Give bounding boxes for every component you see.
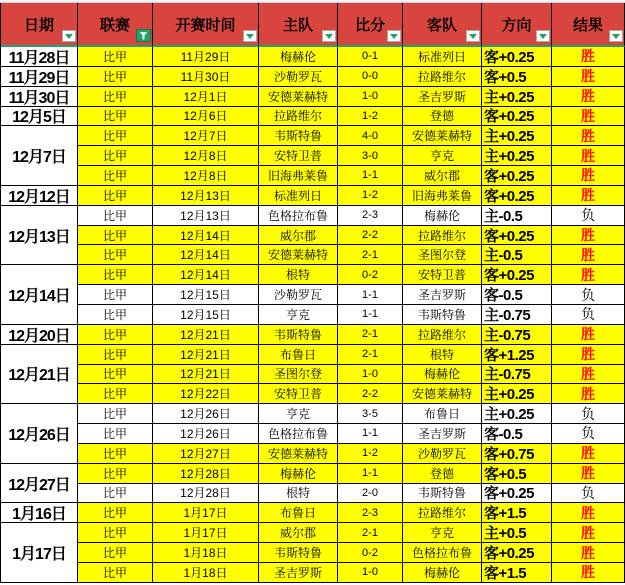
home-cell[interactable]: 圣图尔登: [259, 365, 338, 385]
time-cell[interactable]: 12月13日: [153, 206, 259, 226]
time-cell[interactable]: 11月30日: [153, 67, 259, 87]
league-cell[interactable]: 比甲: [78, 365, 153, 385]
result-cell[interactable]: 胜: [552, 245, 625, 265]
league-cell[interactable]: 比甲: [78, 563, 153, 583]
league-cell[interactable]: 比甲: [78, 523, 153, 543]
away-cell[interactable]: 韦斯特鲁: [403, 305, 482, 325]
date-cell[interactable]: 11月29日: [1, 67, 78, 87]
away-filter-dropdown-icon[interactable]: [466, 30, 480, 42]
home-filter-dropdown-icon[interactable]: [322, 30, 336, 42]
league-cell[interactable]: 比甲: [78, 484, 153, 504]
home-cell[interactable]: 布鲁日: [259, 345, 338, 365]
direction-cell[interactable]: 客-0.5: [482, 424, 552, 444]
home-cell[interactable]: 根特: [259, 484, 338, 504]
away-cell[interactable]: 安德莱赫特: [403, 126, 482, 146]
header-score-label: 比分: [354, 16, 385, 34]
score-cell[interactable]: 1-1: [338, 285, 403, 305]
league-cell[interactable]: 比甲: [78, 424, 153, 444]
home-cell[interactable]: 韦斯特鲁: [259, 325, 338, 345]
direction-cell[interactable]: 客+0.5: [482, 67, 552, 87]
time-cell[interactable]: 12月14日: [153, 245, 259, 265]
league-cell[interactable]: 比甲: [78, 444, 153, 464]
date-cell[interactable]: 12月26日: [1, 404, 78, 464]
away-cell[interactable]: 梅赫伦: [403, 206, 482, 226]
league-cell[interactable]: 比甲: [78, 285, 153, 305]
time-cell[interactable]: 12月22日: [153, 384, 259, 404]
score-cell[interactable]: 2-1: [338, 325, 403, 345]
score-cell[interactable]: 2-2: [338, 384, 403, 404]
result-cell[interactable]: 胜: [552, 126, 625, 146]
result-cell[interactable]: 胜: [552, 265, 625, 285]
score-cell[interactable]: 2-1: [338, 523, 403, 543]
result-cell[interactable]: 胜: [552, 87, 625, 107]
score-cell[interactable]: 0-2: [338, 543, 403, 563]
home-cell[interactable]: 安德莱赫特: [259, 245, 338, 265]
score-cell[interactable]: 1-0: [338, 365, 403, 385]
time-cell[interactable]: 12月15日: [153, 305, 259, 325]
home-cell[interactable]: 圣吉罗斯: [259, 563, 338, 583]
league-cell[interactable]: 比甲: [78, 126, 153, 146]
league-cell[interactable]: 比甲: [78, 107, 153, 127]
away-cell[interactable]: 圣吉罗斯: [403, 424, 482, 444]
away-cell[interactable]: 登德: [403, 107, 482, 127]
away-cell[interactable]: 安特卫普: [403, 265, 482, 285]
away-cell[interactable]: 根特: [403, 345, 482, 365]
result-cell[interactable]: 胜: [552, 107, 625, 127]
away-cell[interactable]: 拉路维尔: [403, 67, 482, 87]
league-cell[interactable]: 比甲: [78, 206, 153, 226]
header-direction[interactable]: [482, 3, 552, 47]
direction-cell[interactable]: 客+0.25: [482, 47, 552, 67]
result-cell[interactable]: 胜: [552, 503, 625, 523]
chevron-down-icon: [390, 34, 398, 39]
home-cell[interactable]: 亨克: [259, 305, 338, 325]
direction-cell[interactable]: 客+0.25: [482, 484, 552, 504]
time-cell[interactable]: 12月28日: [153, 484, 259, 504]
score-cell[interactable]: 1-1: [338, 424, 403, 444]
league-cell[interactable]: 比甲: [78, 226, 153, 246]
away-cell[interactable]: 拉路维尔: [403, 503, 482, 523]
home-cell[interactable]: 标准列日: [259, 186, 338, 206]
time-cell[interactable]: 1月17日: [153, 523, 259, 543]
chevron-down-icon: [65, 34, 73, 39]
result-cell[interactable]: 胜: [552, 365, 625, 385]
direction-cell[interactable]: 主+0.25: [482, 126, 552, 146]
direction-cell[interactable]: 主+0.5: [482, 523, 552, 543]
result-cell[interactable]: 负: [552, 424, 625, 444]
score-cell[interactable]: 1-1: [338, 464, 403, 484]
direction-cell[interactable]: 客+0.25: [482, 226, 552, 246]
score-cell[interactable]: 1-2: [338, 186, 403, 206]
result-cell[interactable]: 负: [552, 305, 625, 325]
home-cell[interactable]: 梅赫伦: [259, 464, 338, 484]
away-cell[interactable]: 圣图尔登: [403, 245, 482, 265]
result-cell[interactable]: 负: [552, 484, 625, 504]
time-cell[interactable]: 1月18日: [153, 543, 259, 563]
direction-cell[interactable]: 客+0.5: [482, 464, 552, 484]
home-cell[interactable]: 安德莱赫特: [259, 444, 338, 464]
date-cell[interactable]: 12月27日: [1, 464, 78, 504]
score-cell[interactable]: 1-2: [338, 107, 403, 127]
league-cell[interactable]: 比甲: [78, 47, 153, 67]
score-cell[interactable]: 3-5: [338, 404, 403, 424]
time-cell[interactable]: 12月21日: [153, 345, 259, 365]
score-cell[interactable]: 2-3: [338, 206, 403, 226]
date-cell[interactable]: 12月14日: [1, 265, 78, 325]
result-cell[interactable]: 胜: [552, 563, 625, 583]
date-cell[interactable]: 12月12日: [1, 186, 78, 206]
score-cell[interactable]: 2-2: [338, 226, 403, 246]
direction-cell[interactable]: 客+0.25: [482, 186, 552, 206]
chevron-down-icon: [469, 34, 477, 39]
home-cell[interactable]: 威尔郡: [259, 523, 338, 543]
time-cell[interactable]: 12月13日: [153, 186, 259, 206]
home-cell[interactable]: 色格拉布鲁: [259, 206, 338, 226]
away-cell[interactable]: 圣吉罗斯: [403, 87, 482, 107]
time-cell[interactable]: 12月26日: [153, 424, 259, 444]
league-cell[interactable]: 比甲: [78, 166, 153, 186]
time-cell[interactable]: 12月21日: [153, 325, 259, 345]
home-cell[interactable]: 安德莱赫特: [259, 87, 338, 107]
date-cell[interactable]: 12月13日: [1, 206, 78, 266]
home-cell[interactable]: 色格拉布鲁: [259, 424, 338, 444]
league-cell[interactable]: 比甲: [78, 245, 153, 265]
result-cell[interactable]: 胜: [552, 345, 625, 365]
direction-cell[interactable]: 主-0.5: [482, 245, 552, 265]
header-away-team[interactable]: [403, 3, 482, 47]
match-results-table: [0, 3, 625, 583]
home-cell[interactable]: 韦斯特鲁: [259, 126, 338, 146]
score-cell[interactable]: 3-0: [338, 146, 403, 166]
away-cell[interactable]: 布鲁日: [403, 404, 482, 424]
direction-cell[interactable]: 客+0.25: [482, 265, 552, 285]
result-cell[interactable]: 胜: [552, 67, 625, 87]
away-cell[interactable]: 亨克: [403, 146, 482, 166]
league-cell[interactable]: 比甲: [78, 384, 153, 404]
league-cell[interactable]: 比甲: [78, 543, 153, 563]
date-cell[interactable]: 12月5日: [1, 107, 78, 127]
date-cell[interactable]: 11月30日: [1, 87, 78, 107]
direction-cell[interactable]: 客+1.25: [482, 345, 552, 365]
chevron-down-icon: [325, 34, 333, 39]
result-cell[interactable]: 胜: [552, 47, 625, 67]
result-cell[interactable]: 胜: [552, 186, 625, 206]
league-cell[interactable]: 比甲: [78, 186, 153, 206]
score-cell[interactable]: 2-3: [338, 503, 403, 523]
home-cell[interactable]: 亨克: [259, 404, 338, 424]
away-cell[interactable]: 梅赫伦: [403, 563, 482, 583]
home-cell[interactable]: 威尔郡: [259, 226, 338, 246]
direction-cell[interactable]: 客-0.5: [482, 285, 552, 305]
home-cell[interactable]: 沙勒罗瓦: [259, 67, 338, 87]
direction-cell[interactable]: 主-0.5: [482, 206, 552, 226]
time-cell[interactable]: 12月1日: [153, 87, 259, 107]
away-cell[interactable]: 安德莱赫特: [403, 384, 482, 404]
home-cell[interactable]: 布鲁日: [259, 503, 338, 523]
league-cell[interactable]: 比甲: [78, 503, 153, 523]
direction-filter-dropdown-icon[interactable]: [536, 30, 550, 42]
time-cell[interactable]: 12月28日: [153, 464, 259, 484]
league-cell[interactable]: 比甲: [78, 325, 153, 345]
time-cell[interactable]: 12月15日: [153, 285, 259, 305]
header-home-team-label: 主队: [282, 16, 313, 34]
direction-cell[interactable]: 客+0.25: [482, 107, 552, 127]
time-cell[interactable]: 12月14日: [153, 265, 259, 285]
result-filter-dropdown-icon[interactable]: [609, 30, 623, 42]
league-cell[interactable]: 比甲: [78, 404, 153, 424]
time-cell[interactable]: 1月18日: [153, 563, 259, 583]
league-cell[interactable]: 比甲: [78, 265, 153, 285]
score-cell[interactable]: 1-1: [338, 166, 403, 186]
home-cell[interactable]: 沙勒罗瓦: [259, 285, 338, 305]
league-cell[interactable]: 比甲: [78, 464, 153, 484]
header-date[interactable]: [1, 3, 78, 47]
away-cell[interactable]: 标准列日: [403, 47, 482, 67]
direction-cell[interactable]: 主+0.25: [482, 404, 552, 424]
away-cell[interactable]: 韦斯特鲁: [403, 484, 482, 504]
header-result[interactable]: [552, 3, 625, 47]
away-cell[interactable]: 拉路维尔: [403, 226, 482, 246]
date-cell[interactable]: 1月17日: [1, 523, 78, 583]
date-cell[interactable]: 12月20日: [1, 325, 78, 345]
result-cell[interactable]: 负: [552, 206, 625, 226]
away-cell[interactable]: 色格拉布鲁: [403, 543, 482, 563]
header-score[interactable]: [338, 3, 403, 47]
score-cell[interactable]: 0-1: [338, 47, 403, 67]
funnel-icon: [140, 32, 148, 40]
away-cell[interactable]: 圣吉罗斯: [403, 285, 482, 305]
league-cell[interactable]: 比甲: [78, 87, 153, 107]
time-cell[interactable]: 12月6日: [153, 107, 259, 127]
score-cell[interactable]: 1-2: [338, 444, 403, 464]
away-cell[interactable]: 亨克: [403, 523, 482, 543]
date-cell[interactable]: 1月16日: [1, 503, 78, 523]
time-cell[interactable]: 12月8日: [153, 146, 259, 166]
score-cell[interactable]: 2-1: [338, 345, 403, 365]
direction-cell[interactable]: 主-0.75: [482, 365, 552, 385]
league-cell[interactable]: 比甲: [78, 67, 153, 87]
time-cell[interactable]: 12月14日: [153, 226, 259, 246]
result-cell[interactable]: 胜: [552, 464, 625, 484]
away-cell[interactable]: 登德: [403, 464, 482, 484]
direction-cell[interactable]: 主+0.25: [482, 384, 552, 404]
score-cell[interactable]: 0-0: [338, 67, 403, 87]
header-league-label: 联赛: [99, 16, 130, 34]
result-cell[interactable]: 负: [552, 285, 625, 305]
away-cell[interactable]: 威尔郡: [403, 166, 482, 186]
time-cell[interactable]: 12月27日: [153, 444, 259, 464]
time-cell[interactable]: 12月21日: [153, 365, 259, 385]
direction-cell[interactable]: 主-0.75: [482, 305, 552, 325]
score-cell[interactable]: 4-0: [338, 126, 403, 146]
away-cell[interactable]: 旧海弗莱鲁: [403, 186, 482, 206]
score-cell[interactable]: 0-2: [338, 265, 403, 285]
home-cell[interactable]: 旧海弗莱鲁: [259, 166, 338, 186]
home-cell[interactable]: 拉路维尔: [259, 107, 338, 127]
league-cell[interactable]: 比甲: [78, 305, 153, 325]
header-kickoff-time-label: 开赛时间: [175, 16, 236, 34]
direction-cell[interactable]: 主+0.25: [482, 146, 552, 166]
chevron-down-icon: [246, 34, 254, 39]
result-cell[interactable]: 胜: [552, 325, 625, 345]
direction-cell[interactable]: 客+1.5: [482, 503, 552, 523]
away-cell[interactable]: 拉路维尔: [403, 325, 482, 345]
date-cell[interactable]: 12月21日: [1, 345, 78, 405]
direction-cell[interactable]: 客+0.25: [482, 543, 552, 563]
chevron-down-icon: [612, 34, 620, 39]
result-cell[interactable]: 胜: [552, 444, 625, 464]
time-cell[interactable]: 12月26日: [153, 404, 259, 424]
home-cell[interactable]: 韦斯特鲁: [259, 543, 338, 563]
league-filter-active-icon[interactable]: [136, 29, 151, 42]
score-cell[interactable]: 1-0: [338, 87, 403, 107]
header-direction-label: 方向: [501, 16, 532, 34]
time-cell[interactable]: 1月17日: [153, 503, 259, 523]
direction-cell[interactable]: 客+1.5: [482, 563, 552, 583]
header-league[interactable]: [78, 3, 153, 47]
time-cell[interactable]: 12月7日: [153, 126, 259, 146]
league-cell[interactable]: 比甲: [78, 345, 153, 365]
header-home-team[interactable]: [259, 3, 338, 47]
chevron-down-icon: [539, 34, 547, 39]
home-cell[interactable]: 梅赫伦: [259, 47, 338, 67]
home-cell[interactable]: 安特卫普: [259, 384, 338, 404]
home-cell[interactable]: 根特: [259, 265, 338, 285]
score-cell[interactable]: 2-0: [338, 484, 403, 504]
header-away-team-label: 客队: [426, 16, 457, 34]
result-cell[interactable]: 胜: [552, 523, 625, 543]
header-date-label: 日期: [23, 16, 54, 34]
date-filter-dropdown-icon[interactable]: [62, 30, 76, 42]
date-cell[interactable]: 11月28日: [1, 47, 78, 67]
direction-cell[interactable]: 主-0.75: [482, 325, 552, 345]
score-filter-dropdown-icon[interactable]: [387, 30, 401, 42]
result-cell[interactable]: 胜: [552, 543, 625, 563]
direction-cell[interactable]: 客+0.25: [482, 166, 552, 186]
time-cell[interactable]: 12月8日: [153, 166, 259, 186]
result-cell[interactable]: 胜: [552, 166, 625, 186]
header-result-label: 结果: [572, 16, 603, 34]
result-cell[interactable]: 胜: [552, 384, 625, 404]
kickoff-filter-dropdown-icon[interactable]: [243, 30, 257, 42]
score-cell[interactable]: 2-1: [338, 245, 403, 265]
away-cell[interactable]: 沙勒罗瓦: [403, 444, 482, 464]
direction-cell[interactable]: 客+0.75: [482, 444, 552, 464]
score-cell[interactable]: 1-1: [338, 305, 403, 325]
score-cell[interactable]: 1-0: [338, 563, 403, 583]
result-cell[interactable]: 胜: [552, 146, 625, 166]
date-cell[interactable]: 12月7日: [1, 126, 78, 186]
league-cell[interactable]: 比甲: [78, 146, 153, 166]
time-cell[interactable]: 11月29日: [153, 47, 259, 67]
direction-cell[interactable]: 主+0.25: [482, 87, 552, 107]
home-cell[interactable]: 安特卫普: [259, 146, 338, 166]
header-kickoff-time[interactable]: [153, 3, 259, 47]
away-cell[interactable]: 梅赫伦: [403, 365, 482, 385]
result-cell[interactable]: 负: [552, 404, 625, 424]
result-cell[interactable]: 胜: [552, 226, 625, 246]
